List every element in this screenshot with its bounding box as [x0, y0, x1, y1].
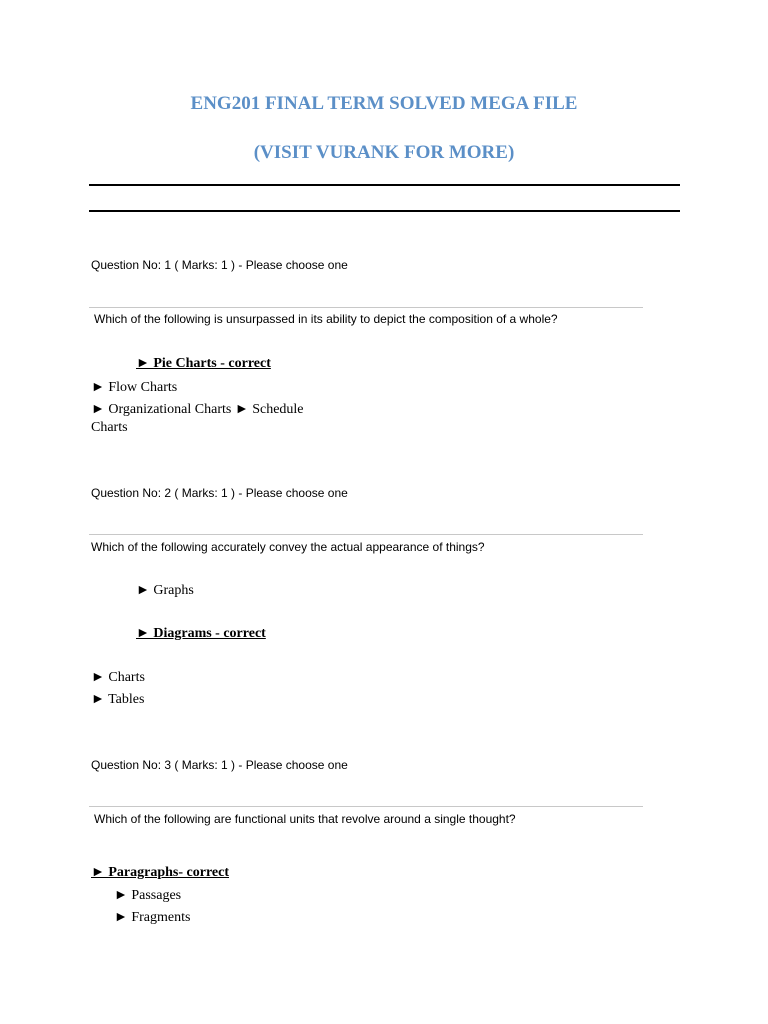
document-subtitle: (VISIT VURANK FOR MORE) — [253, 142, 515, 163]
divider-top — [89, 184, 680, 186]
question-1-option: ► Flow Charts — [91, 380, 178, 395]
question-1-text: Which of the following is unsurpassed in its ability to depict the composition of a whole? — [94, 312, 558, 326]
question-1-heading: Question No: 1 ( Marks: 1 ) - Please choose one — [91, 258, 348, 272]
question-3-option: ► Fragments — [114, 910, 191, 925]
question-2-option: ► Charts — [91, 670, 145, 685]
question-2-heading: Question No: 2 ( Marks: 1 ) - Please choose one — [91, 486, 348, 500]
question-2-option: ► Tables — [91, 692, 145, 707]
question-2-option-correct: ► Diagrams - correct — [136, 626, 266, 641]
divider-bottom — [89, 210, 680, 212]
question-2-option: ► Graphs — [136, 583, 194, 598]
question-1-separator — [89, 307, 643, 308]
question-3-text: Which of the following are functional units that revolve around a single thought? — [94, 812, 516, 826]
document-title: ENG201 FINAL TERM SOLVED MEGA FILE — [190, 93, 578, 114]
question-2-separator — [89, 534, 643, 535]
question-2-text: Which of the following accurately convey the actual appearance of things? — [91, 540, 485, 554]
question-1-option-correct: ► Pie Charts - correct — [136, 356, 271, 371]
question-3-heading: Question No: 3 ( Marks: 1 ) - Please choose one — [91, 758, 348, 772]
question-1-option: ► Organizational Charts ► Schedule Charts — [91, 402, 304, 435]
question-3-separator — [89, 806, 643, 807]
question-3-option: ► Passages — [114, 888, 182, 903]
question-3-option-correct: ► Paragraphs- correct — [91, 865, 229, 880]
